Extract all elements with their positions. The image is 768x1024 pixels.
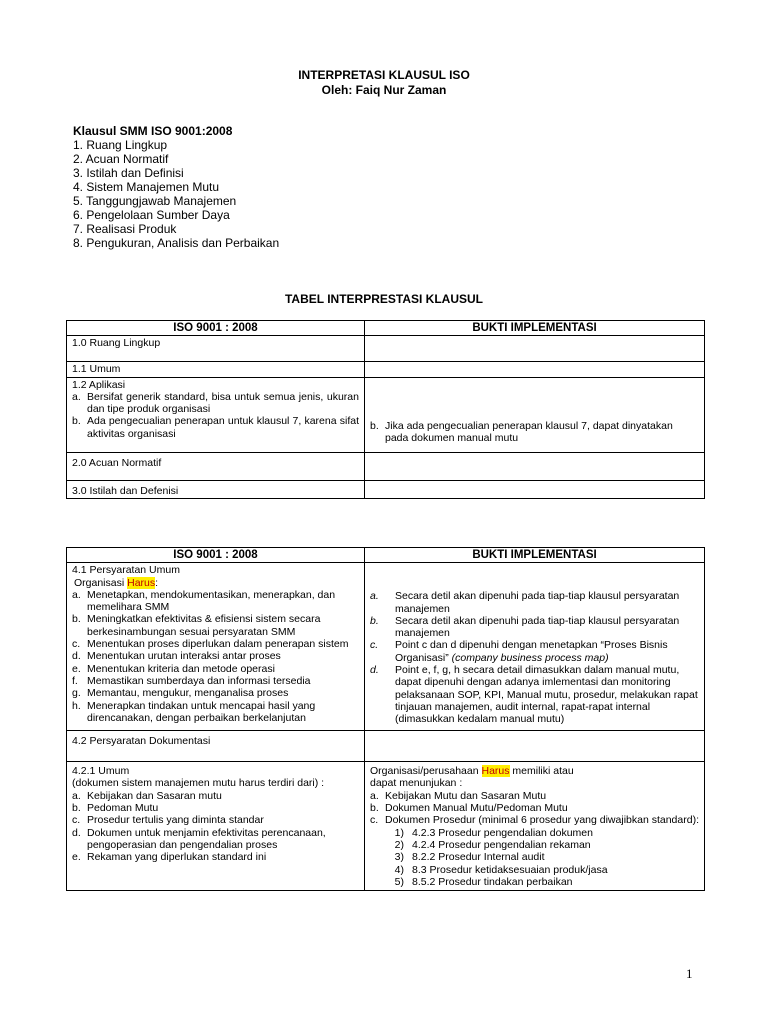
list-text-main: 8.2.2 Prosedur Internal audit bbox=[412, 851, 545, 864]
list-text-main: 4.2.3 Prosedur pengendalian dokumen bbox=[412, 826, 593, 839]
table-row bbox=[67, 453, 705, 481]
list-marker: c. bbox=[72, 638, 81, 651]
list-item bbox=[72, 638, 359, 650]
list-text bbox=[87, 650, 359, 662]
list-text bbox=[87, 638, 359, 650]
list-text-main: Menetapkan, mendokumentasikan, menerapkan, dan memelihara SMM bbox=[87, 588, 336, 614]
list-text-main: Point c dan d dipenuhi dengan menetapkan “Proses Bisnis Organisasi” bbox=[395, 639, 668, 664]
list-item bbox=[72, 790, 359, 802]
list-text bbox=[395, 615, 699, 640]
column-header-bukti: BUKTI IMPLEMENTASI bbox=[365, 548, 705, 563]
list-item bbox=[370, 876, 699, 888]
klausul-item: 3. Istilah dan Definisi bbox=[73, 166, 184, 180]
section-title: 4.2.1 Umum bbox=[72, 765, 130, 778]
list-text-main: 8.5.2 Prosedur tindakan perbaikan bbox=[412, 875, 573, 888]
list-text-main: Dokumen untuk menjamin efektivitas perencanaan, pengoperasian dan pengendalian proses bbox=[87, 826, 326, 851]
list-marker: c. bbox=[370, 814, 379, 827]
list-text bbox=[412, 864, 699, 876]
harus-highlight: Harus bbox=[481, 765, 510, 778]
evidence-intro bbox=[370, 765, 699, 777]
list-marker: 3) bbox=[394, 851, 404, 864]
list-text-main: Dokumen Manual Mutu/Pedoman Mutu bbox=[385, 802, 568, 815]
row-acuan-normatif bbox=[67, 453, 365, 481]
empty-cell bbox=[365, 362, 705, 377]
list-item bbox=[370, 839, 699, 851]
empty-cell bbox=[365, 336, 705, 362]
list-marker: c. bbox=[370, 639, 379, 652]
list-marker: b. bbox=[72, 415, 81, 428]
procedure-list bbox=[370, 827, 699, 888]
klausul-item: 4. Sistem Manajemen Mutu bbox=[73, 180, 220, 194]
list-text-italic: (company business process map) bbox=[451, 651, 609, 664]
list-item bbox=[72, 687, 359, 699]
interpretation-table-1 bbox=[66, 320, 705, 499]
list-item bbox=[370, 790, 699, 802]
list-text-main: Rekaman yang diperlukan standard ini bbox=[87, 851, 267, 864]
list-text-main: Dokumen Prosedur (minimal 6 prosedur yang diwajibkan standard): bbox=[385, 814, 699, 827]
list-item bbox=[72, 802, 359, 814]
table-title: TABEL INTERPRESTASI KLAUSUL bbox=[284, 292, 483, 306]
row-istilah-label: 3.0 Istilah dan Defenisi bbox=[72, 485, 179, 498]
list-marker: d. bbox=[370, 664, 379, 677]
list-marker: g. bbox=[72, 687, 81, 700]
list-text-main: 8.3 Prosedur ketidaksesuaian produk/jasa bbox=[412, 863, 608, 876]
list-item bbox=[370, 827, 699, 839]
evidence-intro-text: memiliki atau bbox=[509, 765, 574, 778]
list-text-main: Menentukan urutan interaksi antar proses bbox=[87, 650, 281, 663]
table-row bbox=[67, 731, 705, 762]
list-marker: a. bbox=[72, 588, 81, 601]
table-header-row bbox=[67, 548, 705, 563]
list-marker: b. bbox=[370, 614, 379, 627]
list-text bbox=[412, 839, 699, 851]
list-marker: e. bbox=[72, 662, 81, 675]
row-umum-dokumen bbox=[67, 762, 365, 891]
list-text bbox=[395, 664, 699, 725]
list-text-main: Secara detil akan dipenuhi pada tiap-tiap klausul persyaratan manajemen bbox=[395, 614, 680, 640]
list-text bbox=[385, 802, 699, 814]
harus-highlight: Harus bbox=[127, 576, 156, 589]
table-row bbox=[67, 377, 705, 452]
list-text bbox=[412, 876, 699, 888]
list-item bbox=[370, 814, 699, 826]
list-item bbox=[370, 590, 699, 615]
list-marker: 1) bbox=[394, 826, 404, 839]
list-item bbox=[370, 664, 699, 725]
list-text bbox=[87, 675, 359, 687]
row-acuan-normatif-label: 2.0 Acuan Normatif bbox=[72, 457, 162, 470]
list-marker: f. bbox=[72, 674, 78, 687]
list-text bbox=[87, 814, 359, 826]
org-label: Organisasi bbox=[74, 576, 128, 589]
section-intro: (dokumen sistem manajemen mutu harus terdiri dari) : bbox=[72, 777, 325, 790]
list-text-main: Menentukan proses diperlukan dalam penerapan sistem bbox=[87, 638, 349, 651]
list-text bbox=[87, 700, 359, 725]
list-text bbox=[385, 814, 699, 826]
list-item bbox=[72, 827, 359, 852]
table-row bbox=[67, 762, 705, 891]
colon: : bbox=[155, 576, 159, 589]
evidence-document-list bbox=[370, 790, 699, 827]
empty-cell bbox=[365, 453, 705, 481]
column-header-iso: ISO 9001 : 2008 bbox=[67, 321, 365, 336]
list-text-main: Prosedur tertulis yang diminta standar bbox=[87, 814, 264, 827]
column-header-bukti: BUKTI IMPLEMENTASI bbox=[365, 321, 705, 336]
list-marker: d. bbox=[72, 826, 81, 839]
list-text-main: 4.2.4 Prosedur pengendalian rekaman bbox=[412, 838, 591, 851]
list-text: Bersifat generik standard, bisa untuk semua jenis, ukuran dan tipe produk organisasi bbox=[87, 390, 359, 416]
list-item bbox=[370, 851, 699, 863]
org-harus-line bbox=[72, 577, 359, 589]
row-persyaratan-umum-evidence bbox=[365, 563, 705, 731]
list-text-main: Memastikan sumberdaya dan informasi tersedia bbox=[87, 674, 311, 687]
list-text-main: Secara detil akan dipenuhi pada tiap-tiap klausul persyaratan manajemen bbox=[395, 590, 680, 615]
evidence-list bbox=[370, 590, 699, 725]
klausul-item: 1. Ruang Lingkup bbox=[73, 138, 168, 152]
klausul-item: 2. Acuan Normatif bbox=[73, 152, 169, 166]
list-item bbox=[72, 589, 359, 614]
klausul-item: 8. Pengukuran, Analisis dan Perbaikan bbox=[73, 236, 280, 250]
list-text-main: Pedoman Mutu bbox=[87, 802, 159, 815]
table-row bbox=[67, 362, 705, 377]
list-text bbox=[87, 613, 359, 638]
list-text bbox=[87, 687, 359, 699]
evidence-intro-line: dapat menunjukan : bbox=[370, 777, 463, 790]
list-item bbox=[72, 613, 359, 638]
list-text bbox=[87, 663, 359, 675]
row-aplikasi-title: 1.2 Aplikasi bbox=[72, 378, 126, 391]
list-item bbox=[72, 675, 359, 687]
list-item bbox=[72, 391, 359, 416]
evidence-intro-text: Organisasi/perusahaan bbox=[370, 765, 482, 778]
table-row bbox=[67, 481, 705, 499]
document-list bbox=[72, 790, 359, 864]
list-text: Jika ada pengecualian penerapan klausul 7, dapat dinyatakan pada dokumen manual mutu bbox=[385, 419, 673, 444]
list-marker: 4) bbox=[394, 863, 404, 876]
row-ruang-lingkup: 1.0 Ruang Lingkup bbox=[67, 336, 365, 362]
list-text-main: Menentukan kriteria dan metode operasi bbox=[87, 662, 275, 675]
list-item bbox=[72, 851, 359, 863]
interpretation-table-2 bbox=[66, 547, 705, 891]
list-item bbox=[72, 663, 359, 675]
list-text bbox=[87, 827, 359, 852]
row-persyaratan-umum bbox=[67, 563, 365, 731]
row-istilah bbox=[67, 481, 365, 499]
list-text bbox=[412, 851, 699, 863]
list-text: Ada pengecualian penerapan untuk klausul 7, karena sifat aktivitas organisasi bbox=[87, 415, 359, 440]
row-aplikasi-evidence bbox=[365, 377, 705, 452]
row-aplikasi bbox=[67, 377, 365, 452]
section-title: 4.1 Persyaratan Umum bbox=[72, 564, 180, 577]
document-author: Oleh: Faiq Nur Zaman bbox=[321, 83, 447, 97]
list-item bbox=[370, 802, 699, 814]
list-item bbox=[72, 415, 359, 440]
list-marker: 2) bbox=[394, 838, 404, 851]
row-umum-dokumen-evidence bbox=[365, 762, 705, 891]
list-marker: b. bbox=[370, 419, 379, 432]
klausul-item: 6. Pengelolaan Sumber Daya bbox=[73, 208, 230, 222]
list-text-main: Memantau, mengukur, menganalisa proses bbox=[87, 687, 289, 700]
list-marker: b. bbox=[370, 802, 379, 815]
list-marker: e. bbox=[72, 851, 81, 864]
list-marker: a. bbox=[72, 390, 81, 403]
list-text bbox=[87, 589, 359, 614]
klausul-title: Klausul SMM ISO 9001:2008 bbox=[73, 124, 233, 138]
list-item bbox=[370, 864, 699, 876]
list-marker: d. bbox=[72, 650, 81, 663]
requirement-list bbox=[72, 589, 359, 724]
column-header-iso: ISO 9001 : 2008 bbox=[67, 548, 365, 563]
list-text bbox=[87, 802, 359, 814]
list-marker: b. bbox=[72, 613, 81, 626]
list-item bbox=[72, 700, 359, 725]
list-item bbox=[72, 814, 359, 826]
list-marker: a. bbox=[370, 590, 379, 603]
list-text bbox=[87, 851, 359, 863]
list-text-main: Kebijakan dan Sasaran mutu bbox=[87, 789, 222, 802]
list-text-main: Kebijakan Mutu dan Sasaran Mutu bbox=[385, 789, 547, 802]
list-item bbox=[72, 650, 359, 662]
list-text-main: Menerapkan tindakan untuk mencapai hasil yang direncanakan, dengan perbaikan berkelanjutan bbox=[87, 699, 316, 724]
table-header-row bbox=[67, 321, 705, 336]
row-persyaratan-dokumentasi bbox=[67, 731, 365, 762]
page-number: 1 bbox=[686, 966, 693, 981]
list-marker: c. bbox=[72, 814, 81, 827]
list-text bbox=[395, 590, 699, 615]
list-item bbox=[370, 615, 699, 640]
klausul-list bbox=[73, 124, 279, 250]
list-marker: b. bbox=[72, 802, 81, 815]
list-marker: a. bbox=[370, 789, 379, 802]
list-text bbox=[87, 790, 359, 802]
list-text bbox=[385, 790, 699, 802]
section-title: 4.2 Persyaratan Dokumentasi bbox=[72, 735, 211, 748]
list-text-main: Point e, f, g, h secara detail dimasukkan dalam manual mutu, dapat dipenuhi dengan adanya imlementasi dan monitoring pelaksanaan SOP, KPI, Manual mutu, prosedur, melakukan rapat tinjauan manajemen, audit internal, rapat-rapat internal (dimasukkan kedalam manual mutu) bbox=[395, 664, 698, 726]
list-item bbox=[370, 639, 699, 664]
empty-cell bbox=[365, 481, 705, 499]
klausul-item: 5. Tanggungjawab Manajemen bbox=[73, 194, 237, 208]
list-text-main: Meningkatkan efektivitas & efisiensi sistem secara berkesinambungan sesuai persyaratan SMM bbox=[87, 613, 321, 638]
list-marker: a. bbox=[72, 789, 81, 802]
list-marker: 5) bbox=[394, 875, 404, 888]
list-text bbox=[412, 827, 699, 839]
list-item bbox=[370, 420, 699, 445]
table-row bbox=[67, 563, 705, 731]
list-marker: h. bbox=[72, 699, 81, 712]
row-umum: 1.1 Umum bbox=[67, 362, 365, 377]
document-title: INTERPRETASI KLAUSUL ISO bbox=[298, 68, 470, 82]
table-row bbox=[67, 336, 705, 362]
list-text bbox=[395, 639, 699, 664]
empty-cell bbox=[365, 731, 705, 762]
klausul-item: 7. Realisasi Produk bbox=[73, 222, 177, 236]
